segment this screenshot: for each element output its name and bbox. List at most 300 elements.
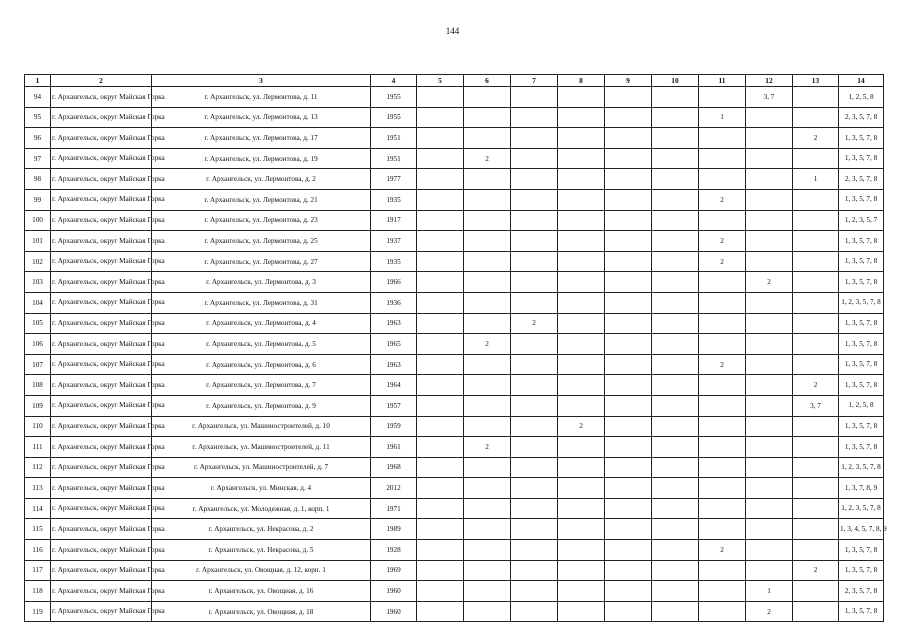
- row-number-cell: 95: [25, 107, 51, 128]
- col-9-cell: [605, 272, 652, 293]
- col-8-cell: [558, 272, 605, 293]
- col-6-cell: [464, 375, 511, 396]
- row-number-cell: 109: [25, 395, 51, 416]
- table-row: [25, 478, 884, 499]
- col-8-cell: [558, 107, 605, 128]
- col-10-cell: [652, 313, 699, 334]
- table-row: [25, 498, 884, 519]
- row-number-cell: 108: [25, 375, 51, 396]
- col-11-cell: [699, 148, 746, 169]
- row-number-cell: 97: [25, 148, 51, 169]
- notes-codes-cell: 2, 3, 5, 7, 8: [839, 107, 884, 128]
- row-number-cell: 106: [25, 334, 51, 355]
- col-6-cell: [464, 169, 511, 190]
- col-5-cell: [417, 334, 464, 355]
- col-6-cell: [464, 581, 511, 602]
- col-11-cell: 2: [699, 540, 746, 561]
- col-7-cell: [511, 189, 558, 210]
- col-6-cell: [464, 128, 511, 149]
- col-9-cell: [605, 478, 652, 499]
- table-row: [25, 313, 884, 334]
- col-7-cell: [511, 540, 558, 561]
- col-12-cell: [746, 189, 793, 210]
- col-7-cell: [511, 272, 558, 293]
- year-built-cell: 1935: [371, 189, 417, 210]
- col-7-cell: [511, 292, 558, 313]
- col-12-cell: [746, 107, 793, 128]
- col-9-cell: [605, 601, 652, 622]
- year-built-cell: 1928: [371, 540, 417, 561]
- district-cell: г. Архангельск, округ Майская Горка: [51, 148, 152, 169]
- column-header-7: 7: [511, 75, 558, 87]
- address-cell: г. Архангельск, ул. Молодежная, д. 1, корп. 1: [152, 498, 371, 519]
- col-6-cell: [464, 457, 511, 478]
- notes-codes-cell: 1, 3, 7, 8, 9: [839, 478, 884, 499]
- district-cell: г. Архангельск, округ Майская Горка: [51, 128, 152, 149]
- col-7-cell: [511, 437, 558, 458]
- col-9-cell: [605, 210, 652, 231]
- table-row: [25, 169, 884, 190]
- col-9-cell: [605, 560, 652, 581]
- col-5-cell: [417, 128, 464, 149]
- district-cell: г. Архангельск, округ Майская Горка: [51, 560, 152, 581]
- col-5-cell: [417, 416, 464, 437]
- address-cell: г. Архангельск, ул. Овощная, д. 16: [152, 581, 371, 602]
- table-row: [25, 210, 884, 231]
- col-5-cell: [417, 231, 464, 252]
- col-13-cell: [793, 231, 839, 252]
- col-11-cell: [699, 395, 746, 416]
- col-12-cell: [746, 560, 793, 581]
- address-cell: г. Архангельск, ул. Лермонтова, д. 4: [152, 313, 371, 334]
- district-cell: г. Архангельск, округ Майская Горка: [51, 354, 152, 375]
- col-7-cell: [511, 128, 558, 149]
- district-cell: г. Архангельск, округ Майская Горка: [51, 519, 152, 540]
- address-cell: г. Архангельск, ул. Машиностроителей, д. 7: [152, 457, 371, 478]
- notes-codes-cell: 1, 2, 5, 8: [839, 87, 884, 108]
- col-11-cell: [699, 560, 746, 581]
- row-number-cell: 98: [25, 169, 51, 190]
- col-13-cell: 3, 7: [793, 395, 839, 416]
- col-11-cell: [699, 272, 746, 293]
- col-12-cell: [746, 416, 793, 437]
- district-cell: г. Архангельск, округ Майская Горка: [51, 210, 152, 231]
- col-7-cell: [511, 560, 558, 581]
- col-5-cell: [417, 87, 464, 108]
- col-5-cell: [417, 292, 464, 313]
- column-header-5: 5: [417, 75, 464, 87]
- notes-codes-cell: 1, 2, 5, 8: [839, 395, 884, 416]
- table-row: [25, 416, 884, 437]
- col-9-cell: [605, 169, 652, 190]
- col-10-cell: [652, 128, 699, 149]
- notes-codes-cell: 1, 3, 4, 5, 7, 8, 9: [839, 519, 884, 540]
- col-9-cell: [605, 313, 652, 334]
- notes-codes-cell: 1, 3, 5, 7, 8: [839, 313, 884, 334]
- table-row: [25, 251, 884, 272]
- col-6-cell: [464, 87, 511, 108]
- col-12-cell: [746, 457, 793, 478]
- header-row: [25, 75, 884, 87]
- table-row: [25, 272, 884, 293]
- row-number-cell: 107: [25, 354, 51, 375]
- table-row: [25, 519, 884, 540]
- col-13-cell: [793, 519, 839, 540]
- district-cell: г. Архангельск, округ Майская Горка: [51, 272, 152, 293]
- col-9-cell: [605, 375, 652, 396]
- col-10-cell: [652, 169, 699, 190]
- col-5-cell: [417, 189, 464, 210]
- year-built-cell: 1951: [371, 128, 417, 149]
- col-11-cell: [699, 498, 746, 519]
- year-built-cell: 1955: [371, 107, 417, 128]
- col-7-cell: [511, 148, 558, 169]
- col-13-cell: [793, 87, 839, 108]
- col-9-cell: [605, 189, 652, 210]
- col-7-cell: [511, 107, 558, 128]
- column-header-2: 2: [51, 75, 152, 87]
- col-12-cell: [746, 540, 793, 561]
- col-9-cell: [605, 354, 652, 375]
- notes-codes-cell: 1, 3, 5, 7, 8: [839, 272, 884, 293]
- col-6-cell: [464, 107, 511, 128]
- col-7-cell: [511, 478, 558, 499]
- notes-codes-cell: 1, 2, 3, 5, 7, 8: [839, 292, 884, 313]
- notes-codes-cell: 1, 2, 3, 5, 7, 8: [839, 457, 884, 478]
- row-number-cell: 112: [25, 457, 51, 478]
- col-10-cell: [652, 148, 699, 169]
- col-11-cell: [699, 416, 746, 437]
- col-5-cell: [417, 437, 464, 458]
- row-number-cell: 105: [25, 313, 51, 334]
- col-8-cell: [558, 560, 605, 581]
- district-cell: г. Архангельск, округ Майская Горка: [51, 375, 152, 396]
- year-built-cell: 1963: [371, 313, 417, 334]
- col-11-cell: 2: [699, 354, 746, 375]
- address-cell: г. Архангельск, ул. Овощная, д. 18: [152, 601, 371, 622]
- col-10-cell: [652, 334, 699, 355]
- col-13-cell: 1: [793, 169, 839, 190]
- col-5-cell: [417, 581, 464, 602]
- district-cell: г. Архангельск, округ Майская Горка: [51, 292, 152, 313]
- col-7-cell: [511, 87, 558, 108]
- table-row: [25, 107, 884, 128]
- col-12-cell: [746, 148, 793, 169]
- col-7-cell: [511, 334, 558, 355]
- table-row: [25, 395, 884, 416]
- address-cell: г. Архангельск, ул. Некрасова, д. 2: [152, 519, 371, 540]
- col-13-cell: [793, 107, 839, 128]
- col-13-cell: [793, 498, 839, 519]
- col-9-cell: [605, 498, 652, 519]
- district-cell: г. Архангельск, округ Майская Горка: [51, 416, 152, 437]
- table-row: [25, 437, 884, 458]
- col-8-cell: [558, 354, 605, 375]
- col-9-cell: [605, 519, 652, 540]
- district-cell: г. Архангельск, округ Майская Горка: [51, 87, 152, 108]
- col-8-cell: [558, 519, 605, 540]
- col-5-cell: [417, 601, 464, 622]
- year-built-cell: 1957: [371, 395, 417, 416]
- col-13-cell: [793, 540, 839, 561]
- col-5-cell: [417, 272, 464, 293]
- col-6-cell: [464, 601, 511, 622]
- address-cell: г. Архангельск, ул. Лермонтова, д. 31: [152, 292, 371, 313]
- notes-codes-cell: 1, 3, 5, 7, 8: [839, 437, 884, 458]
- year-built-cell: 1935: [371, 251, 417, 272]
- col-10-cell: [652, 478, 699, 499]
- col-10-cell: [652, 189, 699, 210]
- col-12-cell: [746, 251, 793, 272]
- col-13-cell: [793, 437, 839, 458]
- district-cell: г. Архангельск, округ Майская Горка: [51, 313, 152, 334]
- column-header-14: 14: [839, 75, 884, 87]
- col-5-cell: [417, 251, 464, 272]
- address-cell: г. Архангельск, ул. Лермонтова, д. 9: [152, 395, 371, 416]
- col-11-cell: [699, 169, 746, 190]
- col-9-cell: [605, 128, 652, 149]
- col-6-cell: 2: [464, 334, 511, 355]
- col-5-cell: [417, 148, 464, 169]
- col-12-cell: 2: [746, 272, 793, 293]
- col-5-cell: [417, 457, 464, 478]
- col-13-cell: 2: [793, 128, 839, 149]
- year-built-cell: 1977: [371, 169, 417, 190]
- table-row: [25, 375, 884, 396]
- district-cell: г. Архангельск, округ Майская Горка: [51, 581, 152, 602]
- col-5-cell: [417, 354, 464, 375]
- column-header-11: 11: [699, 75, 746, 87]
- col-13-cell: [793, 334, 839, 355]
- district-cell: г. Архангельск, округ Майская Горка: [51, 498, 152, 519]
- col-10-cell: [652, 210, 699, 231]
- row-number-cell: 100: [25, 210, 51, 231]
- table-row: [25, 189, 884, 210]
- col-11-cell: [699, 437, 746, 458]
- notes-codes-cell: 2, 3, 5, 7, 8: [839, 581, 884, 602]
- col-7-cell: [511, 354, 558, 375]
- col-10-cell: [652, 437, 699, 458]
- col-11-cell: [699, 375, 746, 396]
- col-11-cell: [699, 292, 746, 313]
- col-6-cell: [464, 272, 511, 293]
- col-13-cell: [793, 457, 839, 478]
- district-cell: г. Архангельск, округ Майская Горка: [51, 478, 152, 499]
- col-13-cell: [793, 354, 839, 375]
- notes-codes-cell: 1, 3, 5, 7, 8: [839, 128, 884, 149]
- col-9-cell: [605, 231, 652, 252]
- col-8-cell: [558, 334, 605, 355]
- year-built-cell: 1937: [371, 231, 417, 252]
- year-built-cell: 1969: [371, 560, 417, 581]
- address-cell: г. Архангельск, ул. Машиностроителей, д. 11: [152, 437, 371, 458]
- col-10-cell: [652, 540, 699, 561]
- district-cell: г. Архангельск, округ Майская Горка: [51, 601, 152, 622]
- col-10-cell: [652, 601, 699, 622]
- district-cell: г. Архангельск, округ Майская Горка: [51, 107, 152, 128]
- col-11-cell: [699, 128, 746, 149]
- col-12-cell: [746, 313, 793, 334]
- col-13-cell: [793, 581, 839, 602]
- col-10-cell: [652, 292, 699, 313]
- notes-codes-cell: 1, 3, 5, 7, 8: [839, 334, 884, 355]
- notes-codes-cell: 1, 3, 5, 7, 8: [839, 354, 884, 375]
- col-11-cell: [699, 478, 746, 499]
- col-6-cell: [464, 560, 511, 581]
- col-5-cell: [417, 560, 464, 581]
- district-cell: г. Архангельск, округ Майская Горка: [51, 251, 152, 272]
- col-6-cell: [464, 395, 511, 416]
- col-13-cell: [793, 272, 839, 293]
- address-cell: г. Архангельск, ул. Лермонтова, д. 6: [152, 354, 371, 375]
- col-12-cell: [746, 395, 793, 416]
- col-7-cell: [511, 395, 558, 416]
- row-number-cell: 102: [25, 251, 51, 272]
- col-11-cell: [699, 334, 746, 355]
- table-row: [25, 128, 884, 149]
- notes-codes-cell: 1, 2, 3, 5, 7: [839, 210, 884, 231]
- year-built-cell: 2012: [371, 478, 417, 499]
- col-6-cell: [464, 478, 511, 499]
- table-row: [25, 334, 884, 355]
- page-number: 144: [445, 26, 460, 36]
- table-row: [25, 148, 884, 169]
- col-8-cell: [558, 189, 605, 210]
- col-6-cell: [464, 540, 511, 561]
- col-6-cell: [464, 519, 511, 540]
- col-12-cell: [746, 437, 793, 458]
- col-10-cell: [652, 498, 699, 519]
- col-5-cell: [417, 540, 464, 561]
- district-cell: г. Архангельск, округ Майская Горка: [51, 540, 152, 561]
- col-10-cell: [652, 375, 699, 396]
- col-13-cell: [793, 148, 839, 169]
- year-built-cell: 1961: [371, 437, 417, 458]
- address-cell: г. Архангельск, ул. Лермонтова, д. 27: [152, 251, 371, 272]
- col-12-cell: [746, 292, 793, 313]
- col-8-cell: [558, 478, 605, 499]
- col-10-cell: [652, 251, 699, 272]
- year-built-cell: 1968: [371, 457, 417, 478]
- notes-codes-cell: 1, 3, 5, 7, 8: [839, 540, 884, 561]
- col-5-cell: [417, 169, 464, 190]
- address-cell: г. Архангельск, ул. Лермонтова, д. 5: [152, 334, 371, 355]
- col-12-cell: [746, 334, 793, 355]
- row-number-cell: 104: [25, 292, 51, 313]
- col-12-cell: [746, 169, 793, 190]
- address-cell: г. Архангельск, ул. Лермонтова, д. 2: [152, 169, 371, 190]
- col-13-cell: 2: [793, 375, 839, 396]
- col-8-cell: [558, 87, 605, 108]
- notes-codes-cell: 1, 3, 5, 7, 8: [839, 189, 884, 210]
- column-header-1: 1: [25, 75, 51, 87]
- col-10-cell: [652, 560, 699, 581]
- col-5-cell: [417, 375, 464, 396]
- column-header-4: 4: [371, 75, 417, 87]
- col-6-cell: [464, 189, 511, 210]
- row-number-cell: 113: [25, 478, 51, 499]
- row-number-cell: 101: [25, 231, 51, 252]
- table-row: [25, 581, 884, 602]
- col-12-cell: [746, 519, 793, 540]
- col-9-cell: [605, 437, 652, 458]
- row-number-cell: 111: [25, 437, 51, 458]
- row-number-cell: 115: [25, 519, 51, 540]
- col-11-cell: [699, 519, 746, 540]
- table-row: [25, 231, 884, 252]
- district-cell: г. Архангельск, округ Майская Горка: [51, 395, 152, 416]
- col-5-cell: [417, 107, 464, 128]
- address-cell: г. Архангельск, ул. Лермонтова, д. 7: [152, 375, 371, 396]
- year-built-cell: 1959: [371, 416, 417, 437]
- table-row: [25, 560, 884, 581]
- address-cell: г. Архангельск, ул. Овощная, д. 12, корп. 1: [152, 560, 371, 581]
- column-header-10: 10: [652, 75, 699, 87]
- address-cell: г. Архангельск, ул. Некрасова, д. 5: [152, 540, 371, 561]
- col-9-cell: [605, 251, 652, 272]
- col-7-cell: [511, 498, 558, 519]
- table-row: [25, 457, 884, 478]
- year-built-cell: 1960: [371, 581, 417, 602]
- col-11-cell: 1: [699, 107, 746, 128]
- year-built-cell: 1966: [371, 272, 417, 293]
- col-7-cell: [511, 169, 558, 190]
- col-5-cell: [417, 210, 464, 231]
- row-number-cell: 94: [25, 87, 51, 108]
- col-6-cell: [464, 231, 511, 252]
- col-8-cell: [558, 581, 605, 602]
- col-5-cell: [417, 395, 464, 416]
- col-7-cell: [511, 251, 558, 272]
- col-11-cell: [699, 87, 746, 108]
- col-7-cell: [511, 416, 558, 437]
- col-6-cell: [464, 292, 511, 313]
- col-6-cell: 2: [464, 437, 511, 458]
- year-built-cell: 1971: [371, 498, 417, 519]
- col-8-cell: [558, 169, 605, 190]
- col-6-cell: [464, 251, 511, 272]
- col-9-cell: [605, 148, 652, 169]
- col-7-cell: [511, 457, 558, 478]
- col-10-cell: [652, 107, 699, 128]
- district-cell: г. Архангельск, округ Майская Горка: [51, 231, 152, 252]
- col-8-cell: [558, 128, 605, 149]
- col-13-cell: [793, 210, 839, 231]
- col-13-cell: [793, 416, 839, 437]
- notes-codes-cell: 1, 2, 3, 5, 7, 8: [839, 498, 884, 519]
- address-cell: г. Архангельск, ул. Машиностроителей, д. 10: [152, 416, 371, 437]
- col-8-cell: [558, 395, 605, 416]
- notes-codes-cell: 1, 3, 5, 7, 8: [839, 416, 884, 437]
- col-10-cell: [652, 272, 699, 293]
- row-number-cell: 118: [25, 581, 51, 602]
- col-7-cell: 2: [511, 313, 558, 334]
- table-row: [25, 292, 884, 313]
- address-cell: г. Архангельск, ул. Лермонтова, д. 13: [152, 107, 371, 128]
- col-12-cell: 1: [746, 581, 793, 602]
- table-row: [25, 601, 884, 622]
- col-5-cell: [417, 313, 464, 334]
- col-9-cell: [605, 581, 652, 602]
- district-cell: г. Архангельск, округ Майская Горка: [51, 457, 152, 478]
- col-9-cell: [605, 292, 652, 313]
- col-8-cell: [558, 540, 605, 561]
- year-built-cell: 1917: [371, 210, 417, 231]
- col-13-cell: [793, 313, 839, 334]
- col-8-cell: [558, 313, 605, 334]
- district-cell: г. Архангельск, округ Майская Горка: [51, 189, 152, 210]
- row-number-cell: 110: [25, 416, 51, 437]
